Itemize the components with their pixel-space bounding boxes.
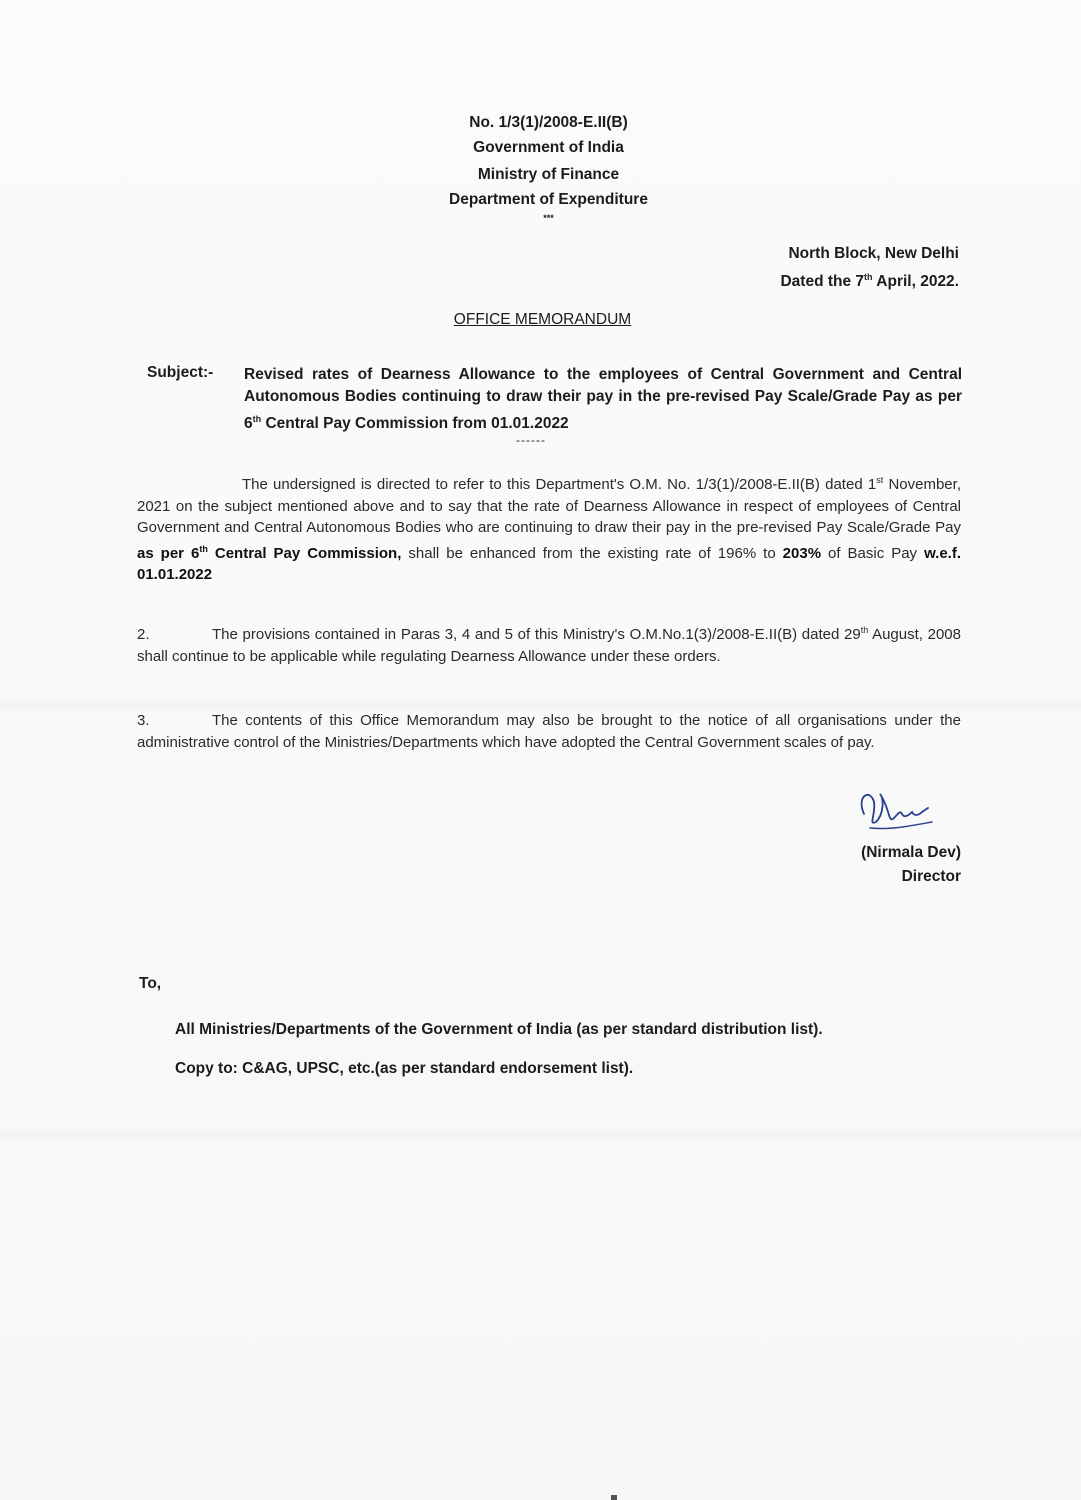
date-rest: April, 2022. [876,273,959,291]
distribution-line: All Ministries/Departments of the Government of India (as per standard distribution list). [175,1021,823,1038]
paragraph-3-number: 3. [137,712,150,729]
paragraph-2: 2. The provisions contained in Paras 3, 4 and 5 of this Ministry's O.M.No.1(3)/2008-E.II(B) dated 29th August, 2008 shall continue to be applicable while regulating Dearness Allowance under these orders. [137,625,961,665]
subject-divider: ------ [516,433,546,447]
signatory-block [861,841,961,889]
place-line: North Block, New Delhi [788,245,959,262]
signature-scribble [850,784,940,834]
copy-to-line: Copy to: C&AG, UPSC, etc.(as per standard endorsement list). [175,1060,634,1077]
date-day: 7th [855,272,873,291]
signatory-designation: Director [901,868,961,885]
ministry-line: Ministry of Finance [477,166,620,183]
subject-text: Revised rates of Dearness Allowance to the employees of Central Government and Central Autonomous Bodies continuing to draw their pay in the pre-revised Pay Scale/Grade Pay as per 6th Central Pay Commission from 01.01.2022 [244,366,962,433]
signatory-name: (Nirmala Dev) [861,844,961,861]
date-prefix: Dated the [780,273,852,291]
government-line: Government of India [473,139,624,156]
memo-title: OFFICE MEMORANDUM [453,311,632,328]
date-line [780,272,959,291]
file-number: No. 1/3(1)/2008-E.II(B) [469,114,628,131]
to-label: To, [139,975,162,992]
paragraph-2-number: 2. [137,626,150,643]
paragraph-3: 3. The contents of this Office Memorandum may also be brought to the notice of all organisations under the administrative control of the Ministries/Departments which have adopted the Central Government scales of pay. [137,712,961,751]
scan-mark [611,1495,617,1500]
department-line: Department of Expenditure [449,191,648,208]
scan-artifact [0,1128,1081,1140]
paragraph-1: The undersigned is directed to refer to this Department's O.M. No. 1/3(1)/2008-E.II(B) dated 1st November, 2021 on the subject mentioned above and to say that the rate of Dearness Allowance in respect of employees of Central Government and Central Autonomous Bodies who are continuing to draw their pay in the pre-revised Pay Scale/Grade Pay as per 6th Central Pay Commission, shall be enhanced from the existing rate of 196% to 203% of Basic Pay w.e.f. 01.01.2022 [137,475,962,583]
header-stars: *** [543,213,554,223]
subject-label: Subject:- [147,364,214,381]
